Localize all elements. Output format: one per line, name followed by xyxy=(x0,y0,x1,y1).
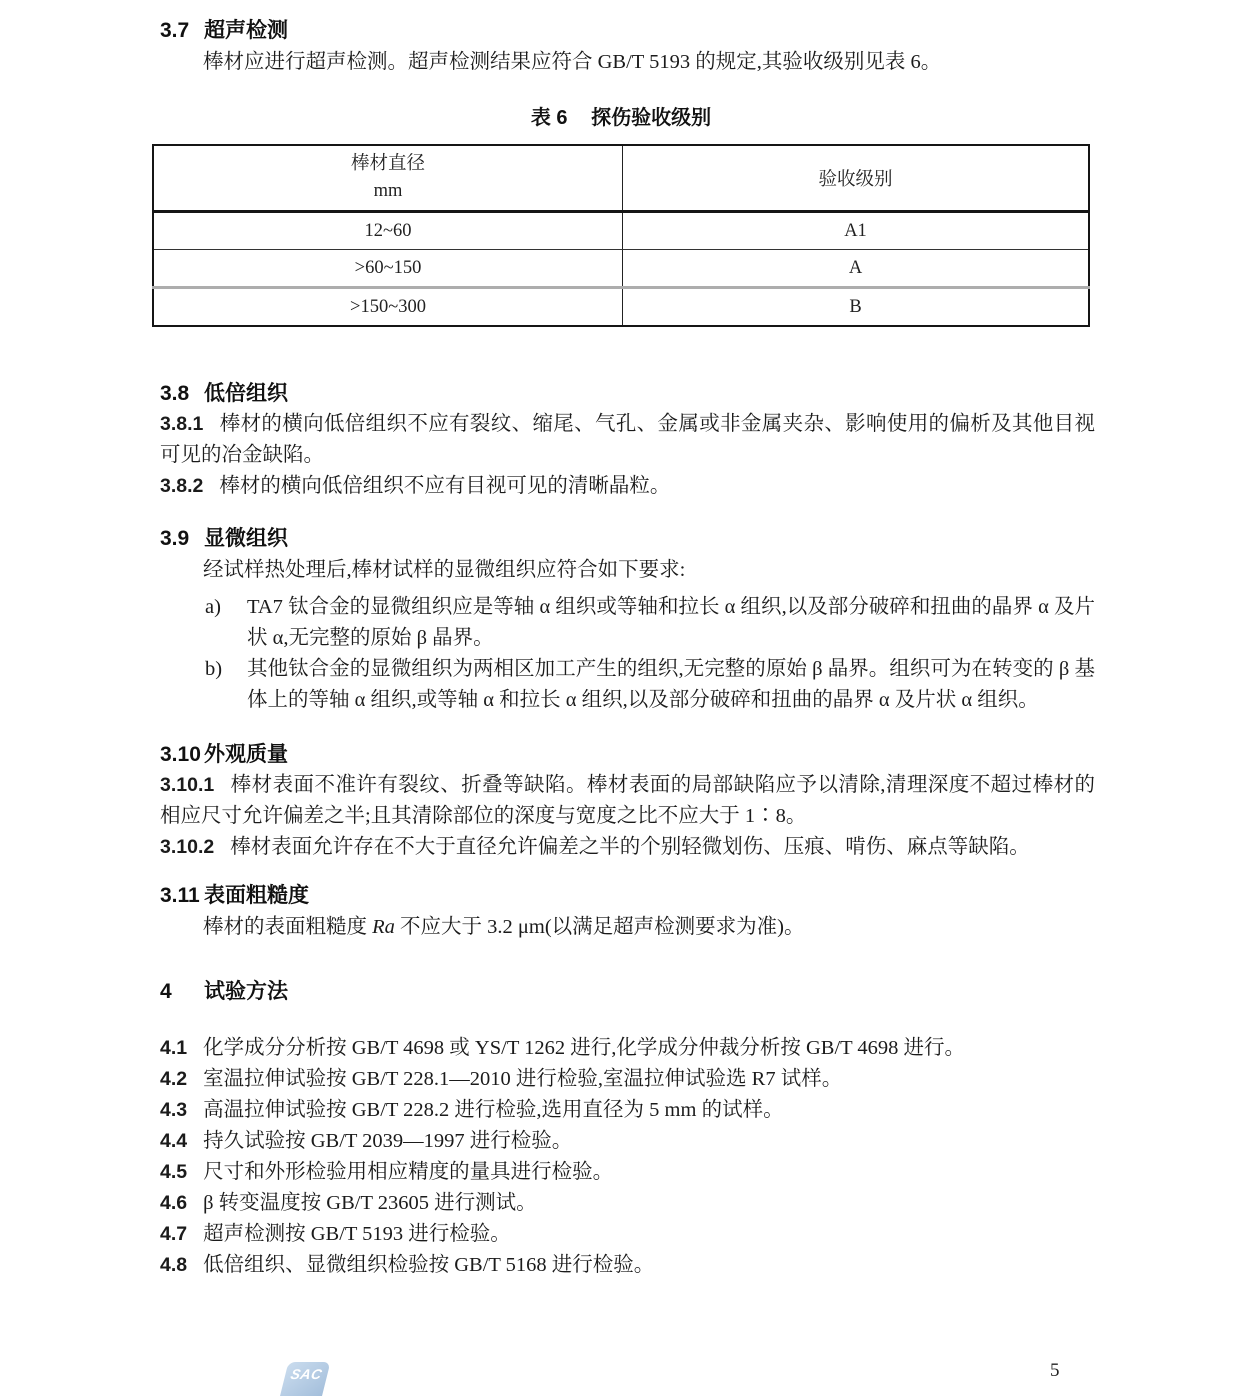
section-title: 低倍组织 xyxy=(204,382,288,405)
clause-number: 4.4 xyxy=(160,1130,188,1152)
table-6 xyxy=(152,144,1090,327)
clause-number: 3.10.2 xyxy=(160,836,215,858)
cell-grade: A xyxy=(623,250,1090,288)
section-title: 表面粗糙度 xyxy=(204,884,309,907)
clause-3-10-2 xyxy=(160,832,1095,863)
paragraph-3-11-body xyxy=(160,911,1095,943)
clause-number: 4.5 xyxy=(160,1161,188,1183)
section-heading-3-7 xyxy=(160,16,1095,46)
clause-3-8-1 xyxy=(160,409,1095,471)
clause-4-8 xyxy=(160,1250,1095,1281)
clause-3-10-1 xyxy=(160,770,1095,832)
clause-text: 棒材的横向低倍组织不应有裂纹、缩尾、气孔、金属或非金属夹杂、影响使用的偏析及其他目视可见的冶金缺陷。 xyxy=(160,413,1095,466)
list-marker: a) xyxy=(205,596,221,618)
list-item-a xyxy=(205,592,1095,654)
list-item-text: TA7 钛合金的显微组织应是等轴 α 组织或等轴和拉长 α 组织,以及部分破碎和扭曲的晶界 α 及片状 α,无完整的原始 β 晶界。 xyxy=(247,596,1095,649)
table-row xyxy=(153,212,1089,250)
clause-text: 高温拉伸试验按 GB/T 228.2 进行检验,选用直径为 5 mm 的试样。 xyxy=(203,1099,784,1121)
clause-text: 低倍组织、显微组织检验按 GB/T 5168 进行检验。 xyxy=(203,1254,655,1276)
section-number: 3.10 xyxy=(160,743,201,766)
table-header-grade: 验收级别 xyxy=(623,145,1090,212)
clause-text: 尺寸和外形检验用相应精度的量具进行检验。 xyxy=(203,1161,614,1183)
table-header-diameter-label: 棒材直径 xyxy=(350,154,425,174)
cell-diameter: 12~60 xyxy=(153,212,623,250)
clause-number: 4.6 xyxy=(160,1192,188,1214)
list-item-b xyxy=(205,654,1095,716)
section-title: 外观质量 xyxy=(204,743,288,766)
table-6-caption xyxy=(152,104,1090,132)
section-title: 显微组织 xyxy=(204,527,288,550)
clause-4-6 xyxy=(160,1188,1095,1219)
clause-4-5 xyxy=(160,1157,1095,1188)
clause-text: 棒材的横向低倍组织不应有目视可见的清晰晶粒。 xyxy=(219,475,671,497)
clause-number: 3.8.1 xyxy=(160,413,204,435)
page-number: 5 xyxy=(1050,1360,1060,1381)
section-number: 3.9 xyxy=(160,527,190,550)
clause-4-4 xyxy=(160,1126,1095,1157)
clause-number: 4.1 xyxy=(160,1037,188,1059)
table-header-diameter xyxy=(153,145,623,212)
table-6-header xyxy=(153,145,1089,212)
section-number: 4 xyxy=(160,980,172,1003)
clause-3-8-2 xyxy=(160,471,1095,502)
section-number: 3.7 xyxy=(160,19,190,42)
section-title: 试验方法 xyxy=(204,980,288,1003)
section-heading-4 xyxy=(160,977,1095,1007)
paragraph-3-9-intro: 经试样热处理后,棒材试样的显微组织应符合如下要求: xyxy=(203,559,686,581)
roughness-symbol: Ra xyxy=(372,916,395,938)
roughness-text-post: 不应大于 3.2 μm(以满足超声检测要求为准)。 xyxy=(394,916,805,938)
clause-text: 室温拉伸试验按 GB/T 228.1—2010 进行检验,室温拉伸试验选 R7 试样。 xyxy=(203,1068,843,1090)
table-header-diameter-unit: mm xyxy=(373,181,403,201)
cell-grade: B xyxy=(849,296,862,317)
clause-number: 4.3 xyxy=(160,1099,188,1121)
list-item-text: 其他钛合金的显微组织为两相区加工产生的组织,无完整的原始 β 晶界。组织可为在转变的 β 基体上的等轴 α 组织,或等轴 α 和拉长 α 组织,以及部分破碎和扭曲的晶界 α 及片状 α 组织。 xyxy=(247,658,1095,711)
table-row xyxy=(153,288,1089,327)
section-heading-3-11 xyxy=(160,881,1095,911)
clause-text: 持久试验按 GB/T 2039—1997 进行检验。 xyxy=(203,1130,573,1152)
clause-number: 4.7 xyxy=(160,1223,188,1245)
clause-text: 棒材表面允许存在不大于直径允许偏差之半的个别轻微划伤、压痕、啃伤、麻点等缺陷。 xyxy=(230,836,1030,858)
roughness-text-pre: 棒材的表面粗糙度 xyxy=(203,916,373,938)
table-caption-label: 表 6 xyxy=(530,107,568,129)
clause-text: 超声检测按 GB/T 5193 进行检验。 xyxy=(203,1223,511,1245)
clause-number: 4.8 xyxy=(160,1254,188,1276)
section-heading-3-8 xyxy=(160,379,1095,409)
table-row xyxy=(153,250,1089,288)
section-title: 超声检测 xyxy=(204,19,288,42)
clause-4-1 xyxy=(160,1033,1095,1064)
paragraph-3-7-body: 棒材应进行超声检测。超声检测结果应符合 GB/T 5193 的规定,其验收级别见表 6。 xyxy=(203,51,942,73)
clause-number: 3.8.2 xyxy=(160,475,204,497)
section-heading-3-10 xyxy=(160,740,1095,770)
clause-4-3 xyxy=(160,1095,1095,1126)
cell-grade: A1 xyxy=(623,212,1090,250)
section-number: 3.11 xyxy=(160,884,200,907)
clause-text: 棒材表面不准许有裂纹、折叠等缺陷。棒材表面的局部缺陷应予以清除,清理深度不超过棒材的相应尺寸允许偏差之半;且其清除部位的深度与宽度之比不应大于 1∶8。 xyxy=(160,774,1095,827)
table-caption-title: 探伤验收级别 xyxy=(591,107,712,129)
section-number: 3.8 xyxy=(160,382,190,405)
cell-diameter: >150~300 xyxy=(153,288,623,327)
test-method-list xyxy=(160,1033,1095,1281)
clause-number: 4.2 xyxy=(160,1068,188,1090)
clause-4-7 xyxy=(160,1219,1095,1250)
clause-text: 化学成分分析按 GB/T 4698 或 YS/T 1262 进行,化学成分仲裁分析按 GB/T 4698 进行。 xyxy=(203,1037,966,1059)
list-marker: b) xyxy=(205,658,223,680)
clause-4-2 xyxy=(160,1064,1095,1095)
section-heading-3-9 xyxy=(160,524,1095,554)
sac-watermark-logo: SAC xyxy=(278,1362,331,1396)
clause-number: 3.10.1 xyxy=(160,774,215,796)
clause-text: β 转变温度按 GB/T 23605 进行测试。 xyxy=(203,1192,537,1214)
cell-diameter: >60~150 xyxy=(153,250,623,288)
